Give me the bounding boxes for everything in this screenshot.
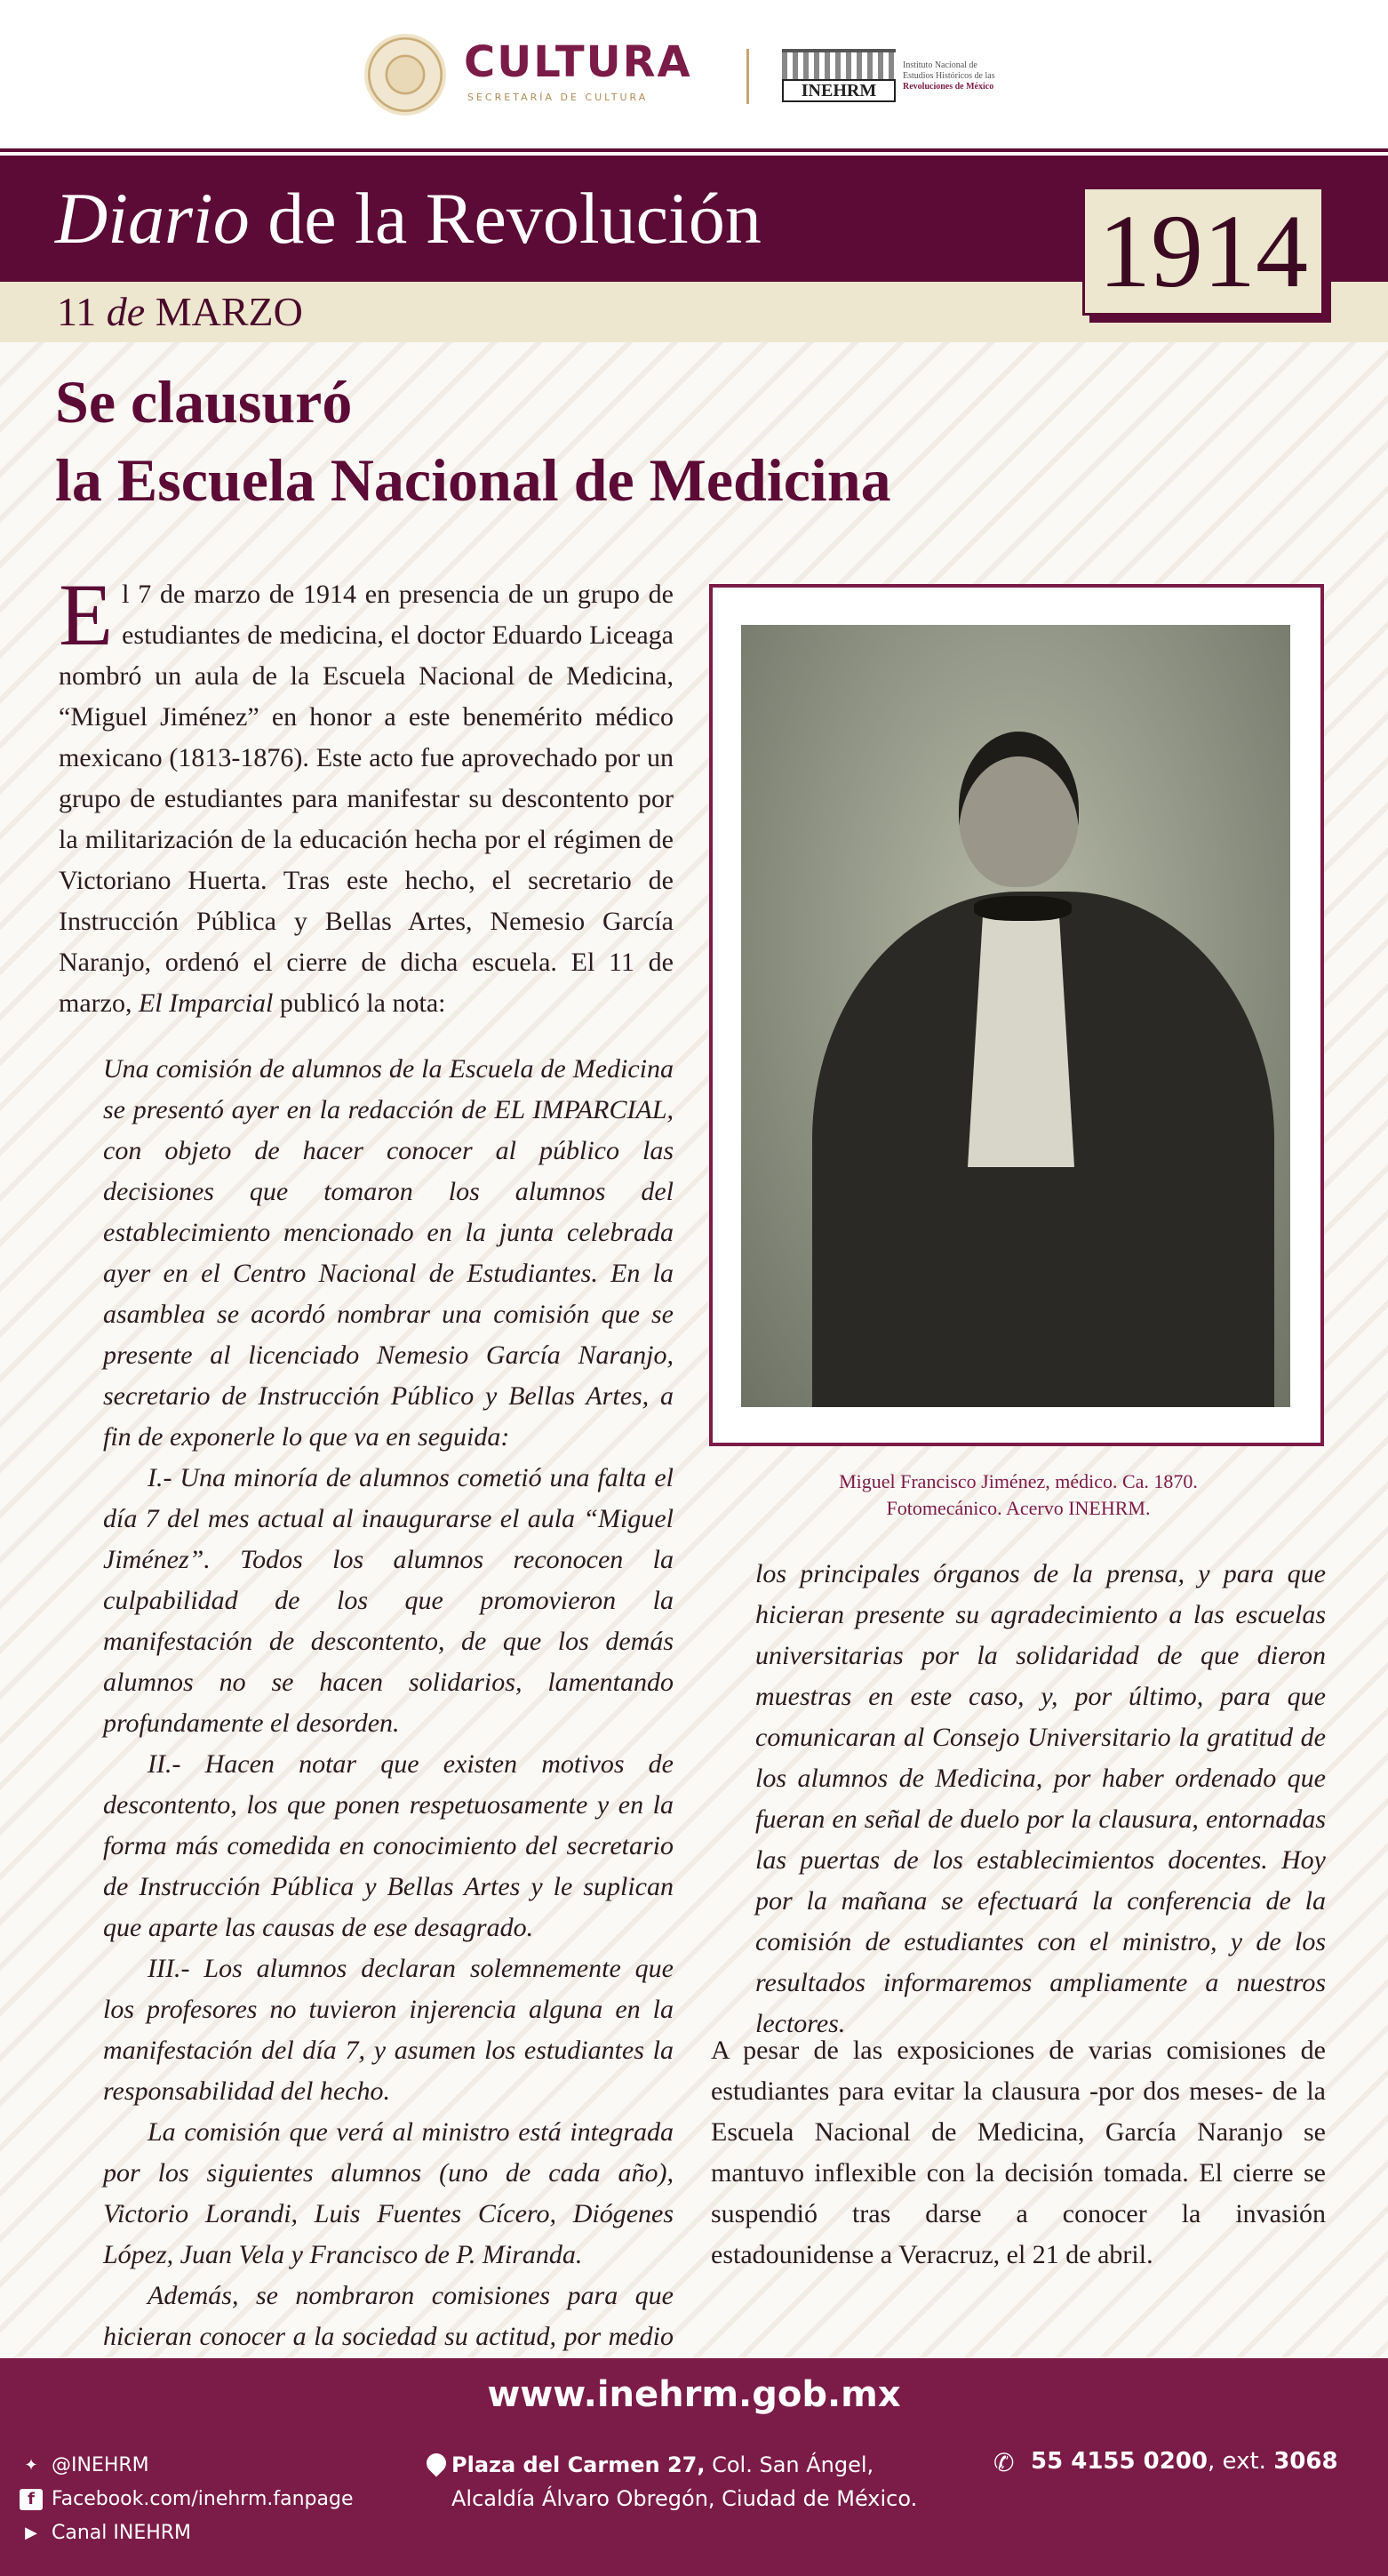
inehrm-name-line2: Estudios Históricos de las: [903, 71, 995, 81]
series-title-italic: Diario: [55, 178, 250, 259]
photo-caption: [711, 1468, 1326, 1522]
newspaper-name: El Imparcial: [138, 988, 274, 1018]
caption-line1: Miguel Francisco Jiménez, médico. Ca. 1870.: [839, 1470, 1198, 1492]
quote-paragraph: I.- Una minoría de alumnos cometió una falta el día 7 del mes actual al inaugurarse el aula “Miguel Jiménez”. Todos los alumnos reconocen la culpabilidad de los que promovieron la manifestación de descontento, de que los demás alumnos no se hacen solidarios, lamentando profundamente el desorden.: [103, 1463, 674, 1738]
quote-paragraph: Una comisión de alumnos de la Escuela de Medicina se presentó ayer en la redacción de EL IMPARCIAL, con objeto de hacer conocer al público las decisiones que tomaron los alumnos del establecimiento mencionado en la junta celebrada ayer en el Centro Nacional de Estudiantes. En la asamblea se acordó nombrar una comisión que se presente al licenciado Nemesio García Naranjo, secretario de Instrucción Público y Bellas Artes, a fin de exponerle lo que va en seguida:: [103, 1054, 674, 1452]
address-colonia: Col. San Ángel,: [705, 2452, 874, 2477]
intro-paragraph: [59, 565, 674, 1024]
youtube-channel: Canal INEHRM: [52, 2522, 192, 2544]
phone[interactable]: [993, 2448, 1338, 2477]
website-link[interactable]: www.inehrm.gob.mx: [487, 2374, 901, 2415]
top-rule: [0, 148, 1388, 152]
inehrm-name: [903, 60, 995, 92]
facebook-url: Facebook.com/inehrm.fanpage: [52, 2488, 354, 2510]
date-month: MARZO: [155, 289, 303, 334]
inehrm-name-line3: Revoluciones de México: [903, 82, 994, 92]
portrait-head: [959, 732, 1079, 887]
intro-text-end: publicó la nota:: [273, 988, 446, 1018]
building-icon: [782, 49, 896, 81]
address-city: Alcaldía Álvaro Obregón, Ciudad de México.: [451, 2486, 918, 2511]
phone-ext-label: , ext.: [1208, 2448, 1274, 2475]
year-badge: 1914: [1082, 187, 1324, 316]
logo-bar: [0, 0, 1388, 147]
cultura-logo: CULTURA: [464, 37, 692, 87]
date-day: 11: [57, 289, 97, 334]
headline: [55, 363, 1299, 519]
phone-number: 55 4155 0200: [1031, 2448, 1209, 2475]
phone-ext-number: 3068: [1273, 2448, 1338, 2475]
quote-paragraph: III.- Los alumnos declaran solemnemente que los profesores no tuvieron injerencia alguna en la manifestación del día 7, y asumen los estudiantes la responsabilidad del hecho.: [103, 1954, 674, 2106]
closing-paragraph: A pesar de las exposiciones de varias comisiones de estudiantes para evitar la clausura -por dos meses- de la Escuela Nacional de Medicina, García Naranjo se mantuvo inflexible con la decisión tomada. El cierre se suspendió tras darse a conocer la invasión estadounidense a Veracruz, el 21 de abril.: [711, 2036, 1326, 2269]
headline-line1: Se clausuró: [55, 368, 353, 436]
twitter-handle: @INEHRM: [52, 2454, 149, 2476]
facebook-icon: f: [20, 2489, 43, 2510]
series-title-rest: de la Revolución: [249, 178, 762, 259]
address: [451, 2448, 917, 2516]
quote-paragraph: II.- Hacen notar que existen motivos de descontento, los que ponen respetuosamente y en la forma más comedida en conocimiento del secretario de Instrucción Pública y Bellas Artes y le suplican que aparte las causas de ese desagrado.: [103, 1749, 674, 1942]
quote-column-left: [103, 1049, 674, 2398]
inehrm-name-line1: Instituto Nacional de: [903, 60, 977, 70]
quote-paragraph: La comisión que verá al ministro está integrada por los siguientes alumnos (uno de cada año), Victorio Lorandi, Luis Fuentes Cícero, Diógenes López, Juan Vela y Francisco de P. Miranda.: [103, 2117, 674, 2269]
headline-line2: la Escuela Nacional de Medicina: [55, 446, 891, 514]
quote-column-right: [755, 1554, 1326, 2044]
twitter-link[interactable]: [20, 2449, 354, 2483]
social-links: [20, 2449, 354, 2550]
secretaria-label: SECRETARÍA DE CULTURA: [467, 92, 649, 103]
issue-date: [57, 289, 303, 334]
mexico-seal-icon: [364, 34, 446, 116]
twitter-icon: ✦: [24, 2456, 38, 2475]
series-title: [55, 178, 762, 259]
quote-paragraph: Además, se nombraron comisiones para que hicieran conocer a la sociedad su actitud, por medio: [103, 2281, 674, 2351]
inehrm-logo: [782, 49, 896, 104]
logo-divider: [746, 49, 749, 104]
caption-line2: Fotomecánico. Acervo INEHRM.: [886, 1497, 1151, 1519]
facebook-link[interactable]: [20, 2483, 354, 2516]
youtube-link[interactable]: [20, 2516, 354, 2550]
inehrm-logo-text: INEHRM: [782, 79, 896, 102]
date-de: de: [106, 289, 146, 334]
portrait-bowtie: [974, 896, 1072, 921]
intro-text: l 7 de marzo de 1914 en presencia de un grupo de estudiantes de medicina, el doctor Eduardo Liceaga nombró un aula de la Escuela Nacional de Medicina, “Miguel Jiménez” en honor a este benemérito médico mexicano (1813-1876). Este acto fue aprovechado por un grupo de estudiantes para manifestar su descontento por la militarización de la educación hecha por el régimen de Victoriano Huerta. Tras este hecho, el secretario de Instrucción Pública y Bellas Artes, Nemesio García Naranjo, ordenó el cierre de dicha escuela. El 11 de marzo,: [59, 580, 674, 1018]
drop-cap: E: [59, 565, 114, 664]
youtube-icon: ▶: [25, 2524, 37, 2542]
phone-icon: ✆: [993, 2448, 1015, 2477]
quote-paragraph: los principales órganos de la prensa, y para que hicieran presente su agradecimiento a las escuelas universitarias por la solidaridad de que dieron muestras en este caso, y, por último, para que comunicaran al Consejo Universitario la gratitud de los alumnos de Medicina, por haber ordenado que fueran en señal de duelo por la clausura, entornadas las puertas de los establecimientos docentes. Hoy por la mañana se efectuará la conferencia de la comisión de estudiantes con el ministro, y de los resultados informaremos ampliamente a nuestros lectores.: [755, 1559, 1326, 2038]
address-street: Plaza del Carmen 27,: [451, 2452, 706, 2477]
portrait-shirt: [968, 900, 1074, 1167]
portrait-photo: [741, 625, 1290, 1407]
